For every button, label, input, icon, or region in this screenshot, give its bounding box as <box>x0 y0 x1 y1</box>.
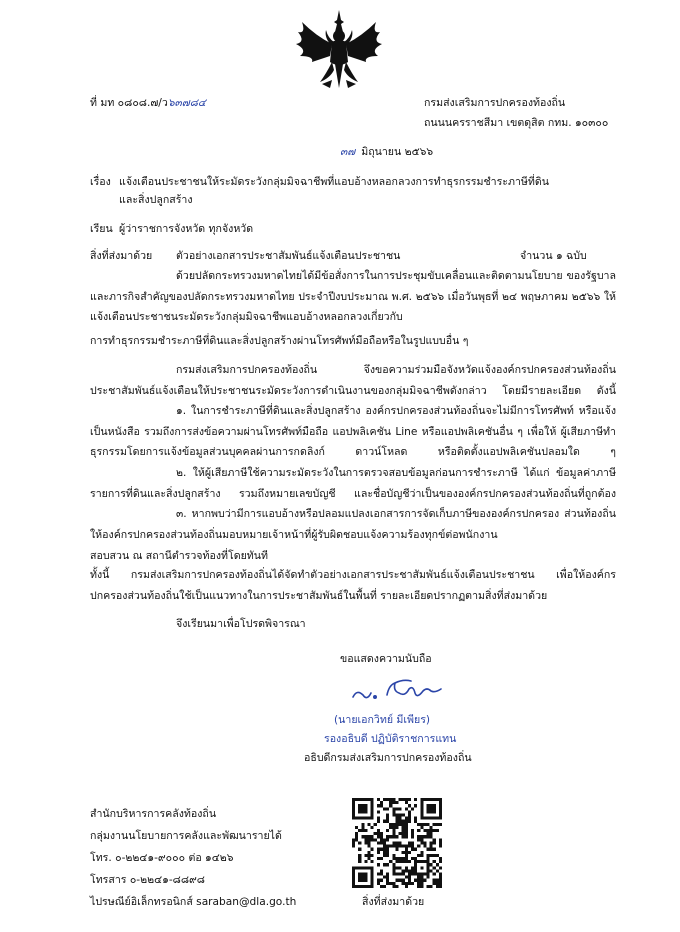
paragraph-2-line: กรมส่งเสริมการปกครองท้องถิ่น จึงขอความร่วมมือจังหวัดแจ้งองค์กรปกครองส่วนท้องถิ่น <box>176 364 616 376</box>
paragraph-1-line: ของรัฐบาลและภารกิจสำคัญของปลัดกระทรวงมหาดไทย ประจำปีงบประมาณ พ.ศ. ๒๕๖๖ เมื่อวันพุธที่ <box>90 270 616 303</box>
closing-sentence: จึงเรียนมาเพื่อโปรดพิจารณา <box>176 618 306 630</box>
subject-line-1: แจ้งเตือนประชาชนให้ระมัดระวังกลุ่มมิจฉาชีพที่แอบอ้างหลอกลวงการทำธุรกรรมชำระภาษีที่ดิน <box>119 176 550 188</box>
to-recipient: ผู้ว่าราชการจังหวัด ทุกจังหวัด <box>119 223 254 235</box>
subject-label: เรื่อง <box>90 176 111 188</box>
item-3-last-line: สอบสวน ณ สถานีตำรวจท้องที่โดยทันที <box>90 550 269 562</box>
paragraph-1-last-line: การทำธุรกรรมชำระภาษีที่ดินและสิ่งปลูกสร้างผ่านโทรศัพท์มือถือหรือในรูปแบบอื่น ๆ <box>90 335 469 347</box>
ref-number-handwritten: ๖๓๗๘๔ <box>167 97 206 109</box>
paragraph-3-line: ทั้งนี้ กรมส่งเสริมการปกครองท้องถิ่นได้จัดทำตัวอย่างเอกสารประชาสัมพันธ์แจ้งเตือนประชาชน เพื่อให้องค์กร <box>90 569 616 581</box>
item-2 <box>90 463 616 504</box>
qr-code <box>352 798 442 888</box>
date-day-handwritten: ๓๗ <box>340 146 356 158</box>
footer-phone: โทร. ๐-๒๒๔๑-๙๐๐๐ ต่อ ๑๔๒๖ <box>90 852 234 864</box>
paragraph-1-line: ด้วยปลัดกระทรวงมหาดไทยได้มีข้อสั่งการในการประชุมขับเคลื่อนและติดตามนโยบาย <box>176 270 563 282</box>
date-month-year: มิถุนายน ๒๕๖๖ <box>361 146 434 158</box>
to-label: เรียน <box>90 223 113 235</box>
item-2-line: ๒. ให้ผู้เสียภาษีใช้ความระมัดระวังในการตรวจสอบข้อมูลก่อนการชำระภาษี ได้แก่ ข้อมูลค่าภาษี <box>176 467 616 479</box>
ref-number-printed: ที่ มท ๐๘๐๘.๗/ว <box>90 97 168 109</box>
garuda-emblem <box>292 8 386 92</box>
footer-division: กลุ่มงานนโยบายการคลังและพัฒนารายได้ <box>90 830 282 842</box>
signer-name: (นายเอกวิทย์ มีเพียร) <box>334 714 431 726</box>
paragraph-1-line: ๒๔ พฤษภาคม ๒๕๖๖ ให้แจ้งเตือนประชาชนระมัดระวังกลุ่มมิจฉาชีพแอบอ้างหลอกลวงเกี่ยวกับ <box>90 290 616 323</box>
org-address: ถนนนครราชสีมา เขตดุสิต กทม. ๑๐๓๐๐ <box>424 117 609 129</box>
document-date <box>340 145 433 159</box>
item-3-line: ส่วนท้องถิ่น ให้องค์กรปกครองส่วนท้องถิ่นมอบหมายเจ้าหน้าที่ผู้รับผิดชอบแจ้งความร้องทุกข์ต่อพนักงาน <box>90 508 617 541</box>
item-2-line: รายการที่ดินและสิ่งปลูกสร้าง รวมถึงหมายเลขบัญชี และชื่อบัญชีว่าเป็นขององค์กรปกครองส่วนท้องถิ่นที่ถูกต้อง <box>90 487 616 500</box>
footer-office: สำนักบริหารการคลังท้องถิ่น <box>90 808 217 820</box>
regards: ขอแสดงความนับถือ <box>340 653 432 665</box>
footer-fax: โทรสาร ๐-๒๒๔๑-๘๘๙๘ <box>90 874 205 886</box>
paragraph-3-last-line: ปกครองส่วนท้องถิ่นใช้เป็นแนวทางในการประชาสัมพันธ์ในพื้นที่ รายละเอียดปรากฏตามสิ่งที่ส่งมาด้วย <box>90 590 548 602</box>
enclosure-text: ตัวอย่างเอกสารประชาสัมพันธ์แจ้งเตือนประชาชน <box>176 250 401 262</box>
paragraph-3 <box>90 565 616 586</box>
item-1 <box>90 401 616 463</box>
enclosure-label: สิ่งที่ส่งมาด้วย <box>90 250 153 262</box>
item-1-line: ๑. ในการชำระภาษีที่ดินและสิ่งปลูกสร้าง องค์กรปกครองส่วนท้องถิ่นจะไม่มีการโทรศัพท์ <box>176 405 574 417</box>
paragraph-1 <box>90 266 616 328</box>
item-3-line: ๓. หากพบว่ามีการแอบอ้างหรือปลอมแปลงเอกสารการจัดเก็บภาษีขององค์กรปกครอง <box>176 508 560 520</box>
item-1-line: ผู้เสียภาษีทำธุรกรรมโดยการแจ้งข้อมูลส่วนบุคคลผ่านการกดลิงก์ ดาวน์โหลด หรือติดตั้งแอปพลิเคชันปลอมใด ๆ <box>90 425 616 458</box>
qr-caption: สิ่งที่ส่งมาด้วย <box>362 896 425 908</box>
signer-title: รองอธิบดี ปฏิบัติราชการแทน <box>324 733 457 745</box>
ref-number <box>90 96 206 110</box>
enclosure-quantity: จำนวน ๑ ฉบับ <box>520 250 587 262</box>
item-3 <box>90 504 616 545</box>
org-name: กรมส่งเสริมการปกครองท้องถิ่น <box>424 97 566 109</box>
paragraph-2-line: ประชาสัมพันธ์แจ้งเตือนให้ประชาชนระมัดระวังการดำเนินงานของกลุ่มมิจฉาชีพดังกล่าว โดยมีรายละเอียด ดังนี้ <box>90 384 616 397</box>
signer-organization: อธิบดีกรมส่งเสริมการปกครองท้องถิ่น <box>304 752 472 764</box>
signature-image <box>345 675 455 707</box>
item-1-line: หรือแจ้งเป็นหนังสือ รวมถึงการส่งข้อความผ่านโทรศัพท์มือถือ แอปพลิเคชัน Line หรือแอปพลิเคชันอื่น ๆ เพื่อให้ <box>90 405 616 438</box>
footer-email: ไปรษณีย์อิเล็กทรอนิกส์ saraban@dla.go.th <box>90 896 297 908</box>
paragraph-2 <box>90 360 616 401</box>
subject-line-2: และสิ่งปลูกสร้าง <box>119 194 193 206</box>
